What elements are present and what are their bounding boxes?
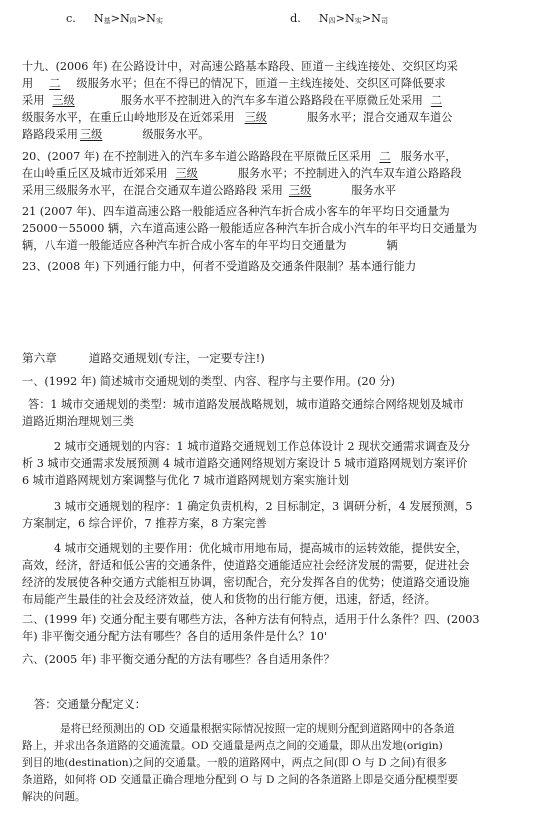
q2-line-1: 二、(1999 年) 交通分配主要有哪些方法，各种方法有何特点，适用于什么条件？四、(2003 — [22, 613, 480, 626]
q19-answer-3: 二 — [430, 94, 443, 107]
chapter-title: 第六章 — [22, 351, 57, 365]
q19-line-5: 路路段采用 三级 级服务水平。 — [22, 128, 210, 141]
answer-title: 答：交通量分配定义： — [34, 698, 146, 711]
option-row: c. N基>N四>N实 d. N四>N实>N司 — [66, 12, 388, 25]
option-c-label: c. — [66, 12, 76, 25]
chapter-heading — [22, 351, 530, 365]
q19-answer-1: 二 — [49, 77, 61, 90]
option-d-sub-1: 四 — [328, 17, 336, 25]
answer-line-3: 到目的地(destination)之间的交通量。一般的道路网中，两点之间(即 O 与 D 之间)有很多 — [22, 757, 448, 769]
q1-answer-role-1: 4 城市交通规划的主要作用：优化城市用地布局，提高城市的运转效能，提供安全， — [54, 542, 468, 555]
q1-answer-content-2: 析 3 城市交通需求发展预测 4 城市道路交通网络规划方案设计 5 城市道路网规划方案评价 — [22, 457, 468, 470]
answer-line-2: 路上，并求出各条道路的交通流量。OD 交通量是两点之间的交通量，即从出发地(origin) — [22, 740, 443, 752]
q19-line-2: 用 二 级服务水平；但在不得已的情况下，匝道－主线连接处、交织区可降低要求 — [22, 77, 446, 90]
q19-answer-5: 三级 — [79, 128, 103, 141]
q1-question: 一、(1992 年) 简述城市交通规划的类型、内容、程序与主要作用。(20 分) — [22, 375, 395, 388]
q1-answer-role-2: 高效，经济，舒适和低公害的交通条件，使道路交通能适应社会经济发展的需要，促进社会 — [22, 559, 470, 572]
q20-answer-3: 三级 — [288, 184, 312, 197]
q1-answer-procedure-2: 方案制定，6 综合评价，7 推荐方案，8 方案完善 — [22, 517, 267, 530]
q21-line-1: 21 (2007 年)、四车道高速公路一般能适应各种汽车折合成小客车的年平均日交通量为 — [22, 205, 450, 218]
q1-answer-content-1: 2 城市交通规划的内容：1 城市道路交通规划工作总体设计 2 现状交通需求调查及分 — [54, 440, 470, 453]
answer-line-5: 解决的问题。 — [22, 791, 86, 803]
q1-answer-content-3: 6 城市道路网规划方案调整与优化 7 城市道路网规划方案实施计划 — [22, 474, 349, 487]
option-c-sub-3: 实 — [155, 17, 163, 25]
q6-line-1: 六、(2005 年) 非平衡交通分配的方法有哪些？各自适用条件？ — [22, 653, 335, 666]
q21-line-3: 辆，八车道一般能适应各种汽车折合成小客车的年平均日交通量为 辆 — [22, 239, 398, 252]
chapter-subtitle: 道路交通规划(专注，一定要专注!) — [88, 351, 265, 365]
q20-answer-2: 三级 — [175, 167, 198, 180]
q1-answer-role-3: 经济的发展使各种交通方式能相互协调，密切配合，充分发挥各自的优势；使道路交通设施 — [22, 576, 470, 589]
option-d-sub-3: 司 — [380, 17, 388, 25]
q2-line-2: 年) 非平衡交通分配方法有哪些？各自的适用条件是什么？10' — [22, 630, 327, 643]
q20-line-3: 采用三级服务水平，在混合交通双车道公路路段 采用 三级 服务水平 — [22, 184, 397, 197]
q1-answer-types-1: 答：1 城市交通规划的类型：城市道路发展战略规划，城市道路交通综合网络规划及城市 — [28, 398, 464, 411]
option-d-sub-2: 实 — [354, 17, 362, 25]
answer-line-1: 是将已经预测出的 OD 交通量根据实际情况按照一定的规则分配到道路网中的各条道 — [60, 723, 455, 735]
q1-answer-role-4: 布局能产生最佳的社会及经济效益，使人和货物的出行能方便，迅速，舒适，经济。 — [22, 593, 436, 606]
q21-line-2: 25000－55000 辆，六车道高速公路一般能适应各种汽车折合成小汽车的年平均日交通量为 — [22, 222, 478, 235]
q19-answer-2: 三级 — [52, 94, 75, 107]
q23-line-1: 23、(2008 年) 下列通行能力中，何者不受道路及交通条件限制？基本通行能力 — [22, 260, 417, 273]
q20-answer-1: 二 — [379, 150, 391, 163]
option-c-sub-2: 四 — [129, 17, 137, 25]
q20-line-2: 在山岭重丘区及城市近郊采用 三级 服务水平；不控制进入的汽车双车道公路路段 — [22, 167, 462, 180]
answer-line-4: 条道路，如何将 OD 交通量正确合理地分配到 O 与 D 之间的各条道路上即是交通分配模型要 — [22, 774, 458, 786]
q19-answer-4: 三级 — [244, 111, 267, 124]
option-d-label: d. — [290, 12, 301, 25]
q19-line-1: 十九、(2006 年) 在公路设计中，对高速公路基本路段、匝道－主线连接处、交织区均采 — [22, 60, 458, 73]
q1-answer-procedure-1: 3 城市交通规划的程序：1 确定负责机构，2 目标制定，3 调研分析，4 发展预测，5 — [54, 500, 473, 513]
q19-line-4: 级服务水平，在重丘山岭地形及在近郊采用 三级 服务水平；混合交通双车道公 — [22, 111, 453, 124]
q19-line-3: 采用 三级 服务水平不控制进入的汽车多车道公路路段在平原微丘处采用 二 — [22, 94, 443, 107]
option-c-sub-1: 基 — [103, 17, 111, 25]
q1-answer-types-2: 道路近期治理规划三类 — [22, 415, 134, 428]
q20-line-1: 20、(2007 年) 在不控制进入的汽车多车道公路路段在平原微丘区采用 二 服务水平， — [22, 150, 457, 163]
